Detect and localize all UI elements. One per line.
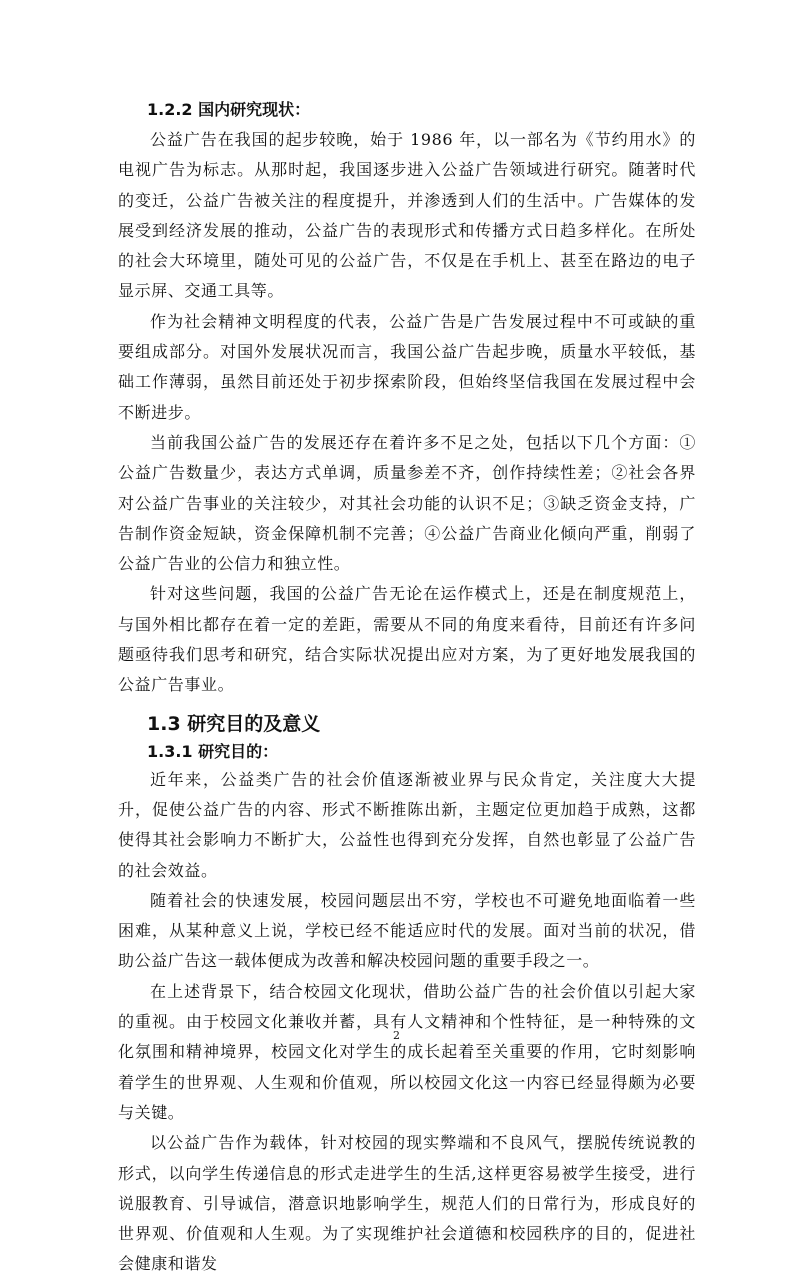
paragraph: 在上述背景下，结合校园文化现状，借助公益广告的社会价值以引起大家的重视。由于校园文化兼收并蓄，具有人文精神和个性特征，是一种特殊的文化氛围和精神境界，校园文化对学生的成长起着至关重要的作用，它时刻影响着学生的世界观、人生观和价值观，所以校园文化这一内容已经显得颇为必要与关键。 (118, 981, 696, 1122)
section-heading-1-3: 1.3 研究目的及意义 (147, 712, 321, 735)
page-content (118, 97, 696, 1280)
paragraph: 以公益广告作为载体，针对校园的现实弊端和不良风气，摆脱传统说教的形式，以向学生传递信息的形式走进学生的生活,这样更容易被学生接受，进行说服教育、引导诚信，潜意识地影响学生，规范人们的日常行为，形成良好的世界观、价值观和人生观。为了实现维护社会道德和校园秩序的目的，促进社会健康和谐发 (118, 1133, 696, 1274)
paragraph: 针对这些问题，我国的公益广告无论在运作模式上，还是在制度规范上，与国外相比都存在着一定的差距，需要从不同的角度来看待，目前还有许多问题亟待我们思考和研究，结合实际状况提出应对方案，为了更好地发展我国的公益广告事业。 (118, 584, 696, 695)
paragraph: 当前我国公益广告的发展还存在着许多不足之处，包括以下几个方面：①公益广告数量少，表达方式单调，质量参差不齐，创作持续性差；②社会各界对公益广告事业的关注较少，对其社会功能的认识不足；③缺乏资金支持，广告制作资金短缺，资金保障机制不完善；④公益广告商业化倾向严重，削弱了公益广告业的公信力和独立性。 (118, 432, 696, 574)
page-number: 2 (393, 1029, 400, 1042)
section-heading-1-2-2: 1.2.2 国内研究现状： (147, 100, 311, 119)
paragraph: 作为社会精神文明程度的代表，公益广告是广告发展过程中不可或缺的重要组成部分。对国外发展状况而言，我国公益广告起步晚，质量水平较低，基础工作薄弱，虽然目前还处于初步探索阶段，但始终坚信我国在发展过程中会不断进步。 (118, 311, 696, 422)
section-heading-1-3-1: 1.3.1 研究目的： (147, 741, 279, 761)
paragraph: 随着社会的快速发展，校园问题层出不穷，学校也不可避免地面临着一些困难，从某种意义上说，学校已经不能适应时代的发展。面对当前的状况，借助公益广告这一载体便成为改善和解决校园问题的重要手段之一。 (118, 890, 696, 971)
paragraph: 公益广告在我国的起步较晚，始于 1986 年，以一部名为《节约用水》的电视广告为标志。从那时起，我国逐步进入公益广告领域进行研究。随著时代的变迁，公益广告被关注的程度提升，并渗透到人们的生活中。广告媒体的发展受到经济发展的推动，公益广告的表现形式和传播方式日趋多样化。在所处的社会大环境里，随处可见的公益广告，不仅是在手机上、甚至在路边的电子显示屏、交通工具等。 (118, 130, 696, 301)
paragraph: 近年来，公益类广告的社会价值逐渐被业界与民众肯定，关注度大大提升，促使公益广告的内容、形式不断推陈出新，主题定位更加趋于成熟，这都使得其社会影响力不断扩大，公益性也得到充分发挥，自然也彰显了公益广告的社会效益。 (118, 769, 696, 880)
